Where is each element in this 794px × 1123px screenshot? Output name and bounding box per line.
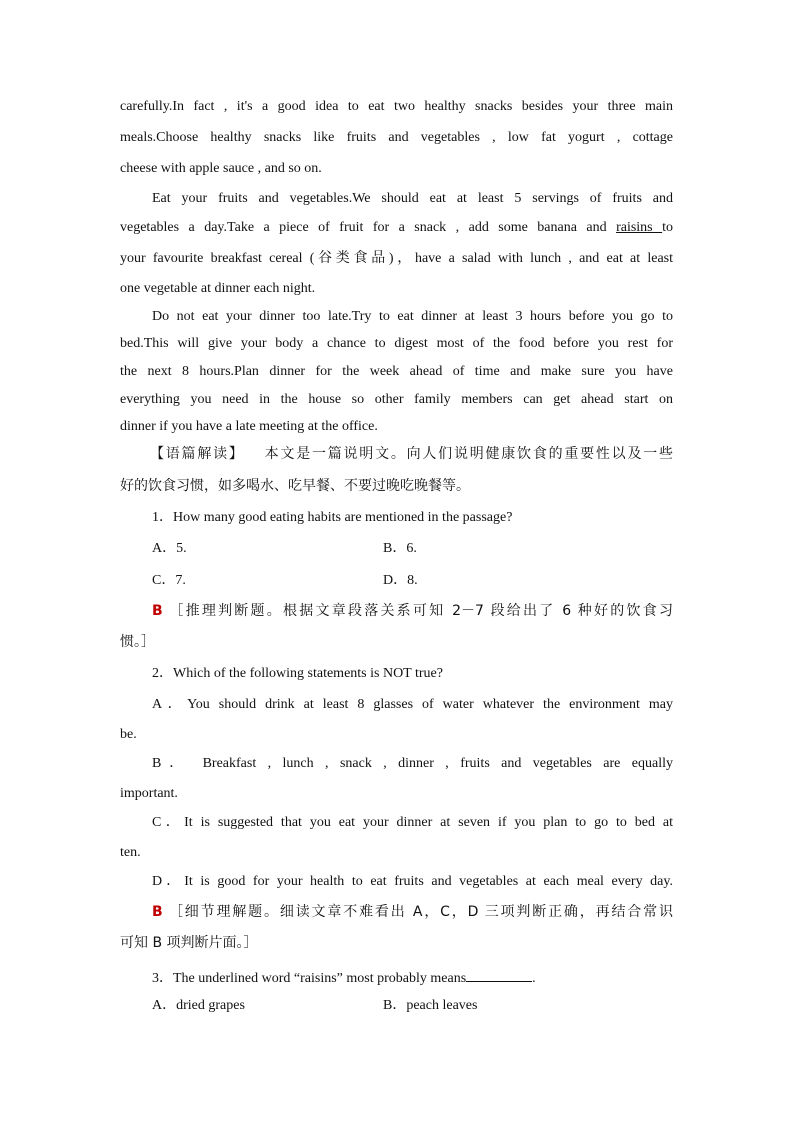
analysis-label: 【语篇解读】 — [150, 446, 245, 462]
option-a: A．dried grapes — [152, 998, 245, 1013]
analysis-line: 好的饮食习惯，如多喝水、吃早餐、不要过晚吃晚餐等。 — [120, 478, 470, 494]
passage-text: to — [662, 220, 673, 235]
underlined-word-raisins: raisins — [616, 220, 663, 235]
passage-line: the next 8 hours.Plan dinner for the week ahead of time and make sure you have — [120, 364, 673, 379]
question-1-stem: 1．How many good eating habits are mentioned in the passage? — [152, 510, 513, 525]
answer-blank — [466, 968, 532, 982]
passage-line: Eat your fruits and vegetables.We should eat at least 5 servings of fruits and — [152, 191, 673, 206]
option-d: D．8. — [383, 573, 418, 588]
option-b: B． Breakfast , lunch , snack , dinner , fruits and vegetables are equally — [152, 756, 673, 771]
passage-line: dinner if you have a late meeting at the office. — [120, 419, 378, 434]
option-a: A．5. — [152, 541, 187, 556]
answer-key: B — [152, 603, 163, 619]
passage-line: your favourite breakfast cereal (谷类食品)，have a salad with lunch , and eat at least — [120, 251, 673, 266]
passage-line: everything you need in the house so other family members can get ahead start on — [120, 392, 673, 407]
question-2-explanation — [120, 905, 673, 923]
question-3-options-row — [120, 999, 673, 1017]
passage-line: carefully.In fact , it's a good idea to eat two healthy snacks besides your three main — [120, 99, 673, 114]
option-b: B．6. — [383, 541, 417, 556]
analysis-line — [120, 447, 673, 465]
option-a: A．You should drink at least 8 glasses of water whatever the environment may — [152, 697, 673, 712]
explanation-line: 惯。］ — [120, 634, 155, 650]
passage-line: Do not eat your dinner too late.Try to eat dinner at least 3 hours before you go to — [152, 309, 673, 324]
question-3-text: 3．The underlined word “raisins” most probably means — [152, 971, 467, 986]
passage-line: cheese with apple sauce , and so on. — [120, 161, 322, 176]
passage-text: vegetables a day.Take a piece of fruit for a snack , add some banana and — [120, 220, 617, 235]
option-b-cont: important. — [120, 786, 178, 801]
passage-line: bed.This will give your body a chance to digest most of the food before you rest for — [120, 336, 673, 351]
explanation-text: ［细节理解题。细读文章不难看出 A，C，D 三项判断正确，再结合常识 — [168, 904, 673, 920]
option-a-cont: be. — [120, 727, 137, 742]
passage-line: one vegetable at dinner each night. — [120, 281, 316, 296]
explanation-text: ［推理判断题。根据文章段落关系可知 2－7 段给出了 6 种好的饮食习 — [169, 603, 673, 619]
passage-line: meals.Choose healthy snacks like fruits and vegetables , low fat yogurt , cottage — [120, 130, 673, 145]
question-1-options-row — [120, 542, 673, 560]
option-d: D．It is good for your health to eat fruits and vegetables at each meal every day. — [152, 874, 673, 889]
option-c: C．7. — [152, 573, 186, 588]
passage-line — [120, 221, 673, 239]
option-c-cont: ten. — [120, 845, 141, 860]
answer-key: B — [152, 904, 163, 920]
question-1-options-row — [120, 574, 673, 592]
question-3-stem — [120, 968, 673, 986]
option-b: B．peach leaves — [383, 998, 478, 1013]
question-3-period: . — [532, 971, 536, 986]
explanation-line: 可知 B 项判断片面。］ — [120, 935, 258, 951]
analysis-text: 本文是一篇说明文。向人们说明健康饮食的重要性以及一些 — [264, 446, 674, 462]
option-c: C．It is suggested that you eat your dinner at seven if you plan to go to bed at — [152, 815, 673, 830]
question-1-explanation — [120, 604, 673, 622]
question-2-stem: 2．Which of the following statements is NOT true? — [152, 666, 443, 681]
